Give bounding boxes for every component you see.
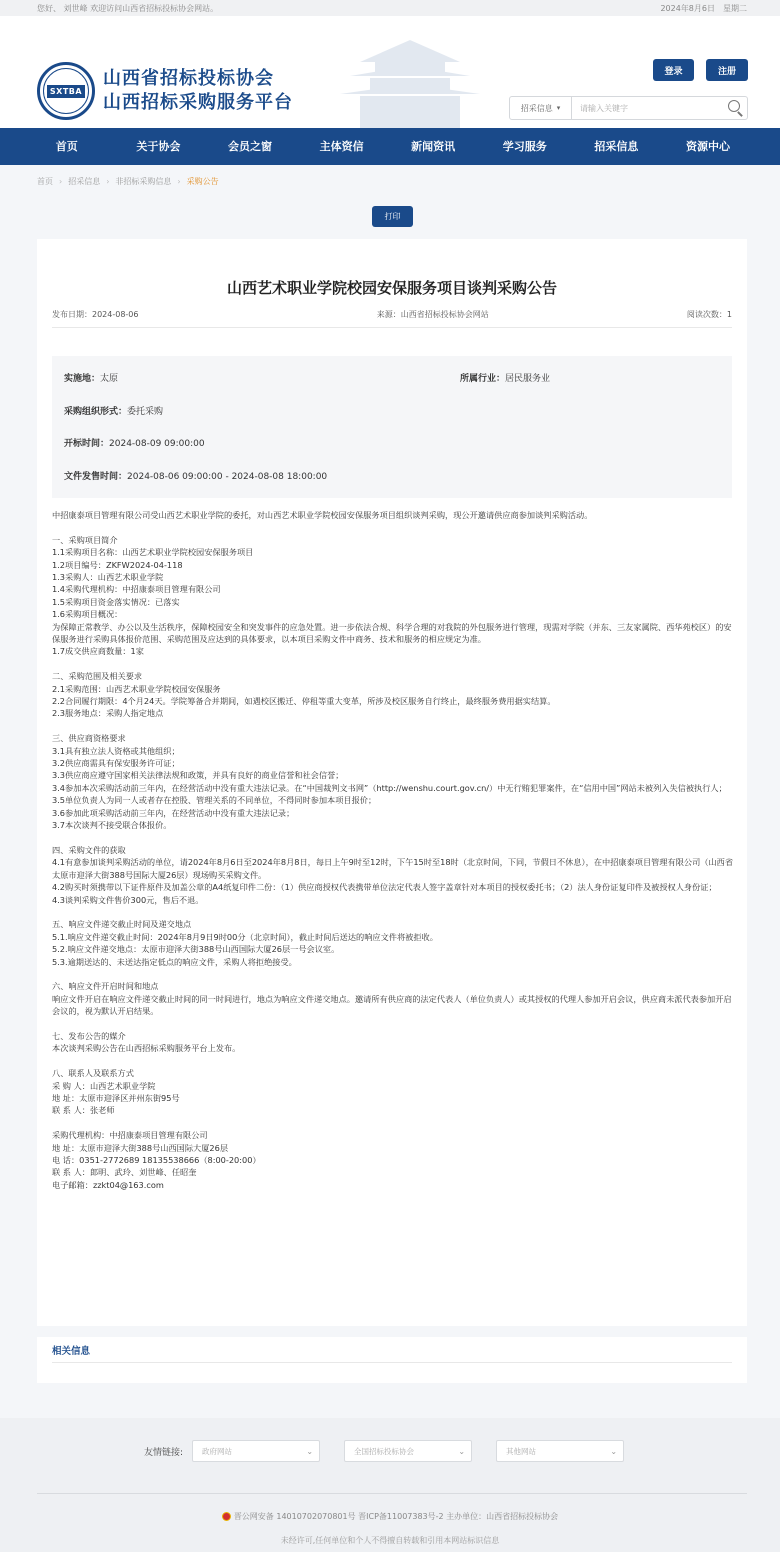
login-button[interactable]: 登录: [653, 59, 694, 81]
body-paragraph: 四、采购文件的获取: [52, 844, 126, 855]
search-type-select[interactable]: 招采信息 ▾: [510, 97, 572, 119]
police-emblem-icon: [222, 1512, 231, 1521]
copyright-notice: 未经许可,任何单位和个人不得擅自转载和引用本网站标识信息: [280, 1536, 500, 1545]
info-form: 采购组织形式：委托采购: [64, 407, 164, 417]
chevron-down-icon: ⌄: [306, 1446, 314, 1456]
chevron-right-icon: ›: [106, 176, 110, 186]
body-paragraph: 中招康泰项目管理有限公司受山西艺术职业学院的委托，对山西艺术职业学院校园安保服务项目组织谈判采购，现公开邀请供应商参加谈判采购活动。: [52, 510, 593, 520]
body-paragraph: 1.6采购项目概况：: [52, 609, 123, 620]
breadcrumb: [0, 165, 780, 197]
body-paragraph: [52, 521, 734, 533]
chevron-right-icon: ›: [59, 176, 63, 186]
divider: [52, 327, 732, 328]
article-meta: [52, 309, 732, 320]
body-paragraph: [52, 720, 734, 732]
chevron-down-icon: ⌄: [458, 1446, 466, 1456]
logo-title: 山西省招标投标协会: [103, 68, 274, 89]
body-paragraph: 1.3采购人：山西艺术职业学院: [52, 572, 164, 583]
body-paragraph: 响应文件开启在响应文件递交截止时间的同一时间进行，地点为响应文件递交地点。邀请所有供应商的法定代表人（单位负责人）或其授权的代理人参加开启会议，供应商未派代表参加开启会议的，视为默认开启结果。: [52, 993, 732, 1017]
search-input[interactable]: 请输入关键字: [580, 103, 628, 113]
body-paragraph: 1.4采购代理机构：中招康泰项目管理有限公司: [52, 584, 221, 595]
body-paragraph: 5.3.逾期送达的、未送达指定低点的响应文件，采购人将拒绝接受。: [52, 956, 297, 967]
site-header: [0, 16, 780, 128]
body-paragraph: 3.5单位负责人为同一人或者存在控股、管理关系的不同单位，不得同时参加本项目报价；: [52, 795, 377, 806]
info-doc-time: 文件发售时间：2024-08-06 09:00:00 - 2024-08-08 18:00:00: [64, 472, 328, 482]
body-paragraph: 二、采购范围及相关要求: [52, 671, 143, 682]
nav-item-about[interactable]: 关于协会: [136, 140, 181, 153]
article-title: 山西艺术职业学院校园安保服务项目谈判采购公告: [226, 279, 557, 297]
body-paragraph: 六、响应文件开启时间和地点: [52, 981, 159, 992]
body-paragraph: 本次谈判采购公告在山西招标采购服务平台上发布。: [52, 1043, 241, 1054]
body-paragraph: 4.2购买时须携带以下证件原件及加盖公章的A4纸复印件二份：（1）供应商授权代表携带单位法定代表人签字盖章针对本项目的授权委托书；（2）法人身份证复印件及被授权人身份证；: [52, 882, 717, 893]
body-paragraph: 电子邮箱：zzkt04@163.com: [52, 1179, 164, 1190]
project-info-box: [52, 356, 732, 498]
body-paragraph: 采 购 人：山西艺术职业学院: [52, 1080, 156, 1091]
body-paragraph: [52, 968, 734, 980]
record-info: 晋公网安备 14010702070801号 晋ICP备11007383号-2 主办单位：山西省招标投标协会: [0, 1511, 780, 1522]
search-icon[interactable]: [723, 96, 747, 120]
friend-links: [144, 1440, 648, 1462]
body-paragraph: 3.2供应商需具有保安服务许可证；: [52, 758, 180, 769]
body-paragraph: 4.3谈判采购文件售价300元，售后不退。: [52, 894, 204, 905]
breadcrumb-procurement[interactable]: 招采信息: [68, 176, 101, 186]
body-paragraph: 联 系 人：郎明、武玲、刘世峰、任昭奎: [52, 1167, 197, 1178]
body-paragraph: 1.7成交供应商数量：1家: [52, 646, 144, 657]
divider: [52, 1362, 732, 1363]
body-paragraph: 3.7本次谈判不接受联合体报价。: [52, 820, 172, 831]
body-paragraph: 五、响应文件递交截止时间及递交地点: [52, 919, 192, 930]
body-paragraph: 1.1采购项目名称：山西艺术职业学院校园安保服务项目: [52, 547, 254, 558]
chevron-down-icon: ⌄: [610, 1446, 618, 1456]
nav-item-resources[interactable]: 资源中心: [685, 140, 730, 153]
body-paragraph: 4.1有意参加谈判采购活动的单位，请2024年8月6日至2024年8月8日，每日上午9时至12时，下午15时至18时（北京时间，下同，节假日不休息），在中招康泰项目管理有限公司（山西省太原市迎泽大街388号国际大厦26层）现场购买采购文件。: [52, 857, 734, 880]
date-display: [652, 3, 747, 14]
body-paragraph: 2.1采购范围：山西艺术职业学院校园安保服务: [52, 683, 221, 694]
body-paragraph: [52, 658, 734, 670]
nav-item-credit[interactable]: 主体资信: [319, 140, 364, 153]
site-footer: [0, 1418, 780, 1552]
view-count: 阅读次数：1: [686, 310, 732, 319]
related-title: 相关信息: [52, 1346, 91, 1357]
body-paragraph: 电 话：0351-2772689 18135538666（8:00-20:00）: [52, 1154, 261, 1165]
nav-item-home[interactable]: 首页: [55, 140, 78, 153]
body-paragraph: [52, 906, 734, 918]
body-paragraph: 八、联系人及联系方式: [52, 1068, 134, 1079]
body-paragraph: 三、供应商资格要求: [52, 733, 126, 744]
print-button[interactable]: 打印: [372, 206, 413, 227]
logo-seal: SXTBA: [37, 62, 95, 120]
body-paragraph: 地 址：太原市迎泽区并州东街95号: [52, 1092, 180, 1103]
body-paragraph: 采购代理机构：中招康泰项目管理有限公司: [52, 1130, 208, 1141]
body-paragraph: 为保障正常教学、办公以及生活秩序，保障校园安全和突发事件的应急处置。进一步依法合规、科学合理的对我院的外包服务进行管理，现需对学院（并东、三友家属院、西华苑校区）的安保服务进行采购具体报价范围、采购范围及应达到的具体要求，以本项目采购文件中商务、技术和服务的相应规定为准。: [52, 621, 732, 645]
article-card: [37, 239, 747, 1326]
nav-item-members[interactable]: 会员之窗: [227, 140, 272, 153]
site-logo[interactable]: [37, 62, 293, 120]
date-text: 2024年8月6日: [660, 3, 715, 13]
breadcrumb-current: 采购公告: [186, 176, 219, 186]
body-paragraph: 2.2合同履行期限：4个月24天。学院筹备合并期间，如遇校区搬迁、停租等重大变革，所涉及校区服务自行终止，最终服务费用据实结算。: [52, 696, 556, 707]
body-paragraph: 3.1具有独立法人资格或其他组织；: [52, 745, 180, 756]
info-industry: 所属行业：居民服务业: [460, 374, 551, 384]
gov-sites-dropdown[interactable]: 政府网站 ⌄: [192, 1440, 320, 1462]
main-nav: [0, 128, 780, 165]
nav-item-procurement[interactable]: 招采信息: [594, 140, 639, 153]
greeting-text: 您好、 刘世峰 欢迎访问山西省招标投标协会网站。: [37, 3, 219, 13]
body-paragraph: 3.4参加本次采购活动前三年内，在经营活动中没有重大违法记录。在“中国裁判文书网”（http://wenshu.court.gov.cn/）中无行贿犯罪案件，在“信用中国”网站未被列入失信被执行人；: [52, 782, 727, 793]
body-paragraph: 1.2项目编号：ZKFW2024-04-118: [52, 559, 183, 570]
article-source: 来源：山西省招标投标协会网站: [376, 310, 489, 319]
body-paragraph: 联 系 人：张老师: [52, 1105, 115, 1116]
chevron-down-icon: ▾: [556, 104, 561, 112]
top-bar: [0, 0, 780, 16]
national-assoc-dropdown[interactable]: 全国招标投标协会 ⌄: [344, 1440, 472, 1462]
weekday-text: 星期二: [723, 3, 747, 13]
article-body: [52, 509, 734, 1191]
pagoda-watermark: [300, 36, 520, 128]
logo-subtitle: 山西招标采购服务平台: [103, 92, 293, 113]
body-paragraph: 5.1.响应文件递交截止时间：2024年8月9日9时00分（北京时间），截止时间后送达的响应文件将被拒收。: [52, 931, 438, 942]
body-paragraph: 七、发布公告的媒介: [52, 1030, 126, 1041]
nav-item-news[interactable]: 新闻资讯: [411, 140, 456, 153]
register-button[interactable]: 注册: [706, 59, 748, 81]
body-paragraph: 2.3服务地点：采购人指定地点: [52, 708, 164, 719]
friend-links-label: 友情链接:: [144, 1447, 184, 1458]
chevron-right-icon: ›: [177, 176, 181, 186]
divider: [37, 1493, 747, 1494]
body-paragraph: [52, 1117, 734, 1129]
info-place: 实施地：太原: [64, 374, 119, 384]
other-sites-dropdown[interactable]: 其他网站 ⌄: [496, 1440, 624, 1462]
nav-item-learning[interactable]: 学习服务: [502, 140, 547, 153]
body-paragraph: 5.2.响应文件递交地点：太原市迎泽大街388号山西国际大厦26层一号会议室。: [52, 944, 340, 955]
breadcrumb-home[interactable]: 首页: [37, 176, 53, 186]
body-paragraph: 3.6参加此项采购活动前三年内，在经营活动中没有重大违法记录；: [52, 807, 295, 818]
body-paragraph: [52, 1055, 734, 1067]
body-paragraph: 地 址：太原市迎泽大街388号山西国际大厦26层: [52, 1142, 229, 1153]
body-paragraph: [52, 832, 734, 844]
publish-date: 发布日期：2024-08-06: [52, 310, 139, 319]
body-paragraph: [52, 1018, 734, 1030]
body-paragraph: 3.3供应商应遵守国家相关法律法规和政策，并具有良好的商业信誉和社会信誉；: [52, 770, 344, 781]
search-bar: [509, 96, 748, 120]
related-info: [37, 1337, 747, 1383]
breadcrumb-non-tender[interactable]: 非招标采购信息: [115, 176, 172, 186]
body-paragraph: 一、采购项目简介: [52, 534, 118, 545]
body-paragraph: 1.5采购项目资金落实情况：已落实: [52, 596, 180, 607]
info-open-time: 开标时间：2024-08-09 09:00:00: [64, 439, 205, 449]
